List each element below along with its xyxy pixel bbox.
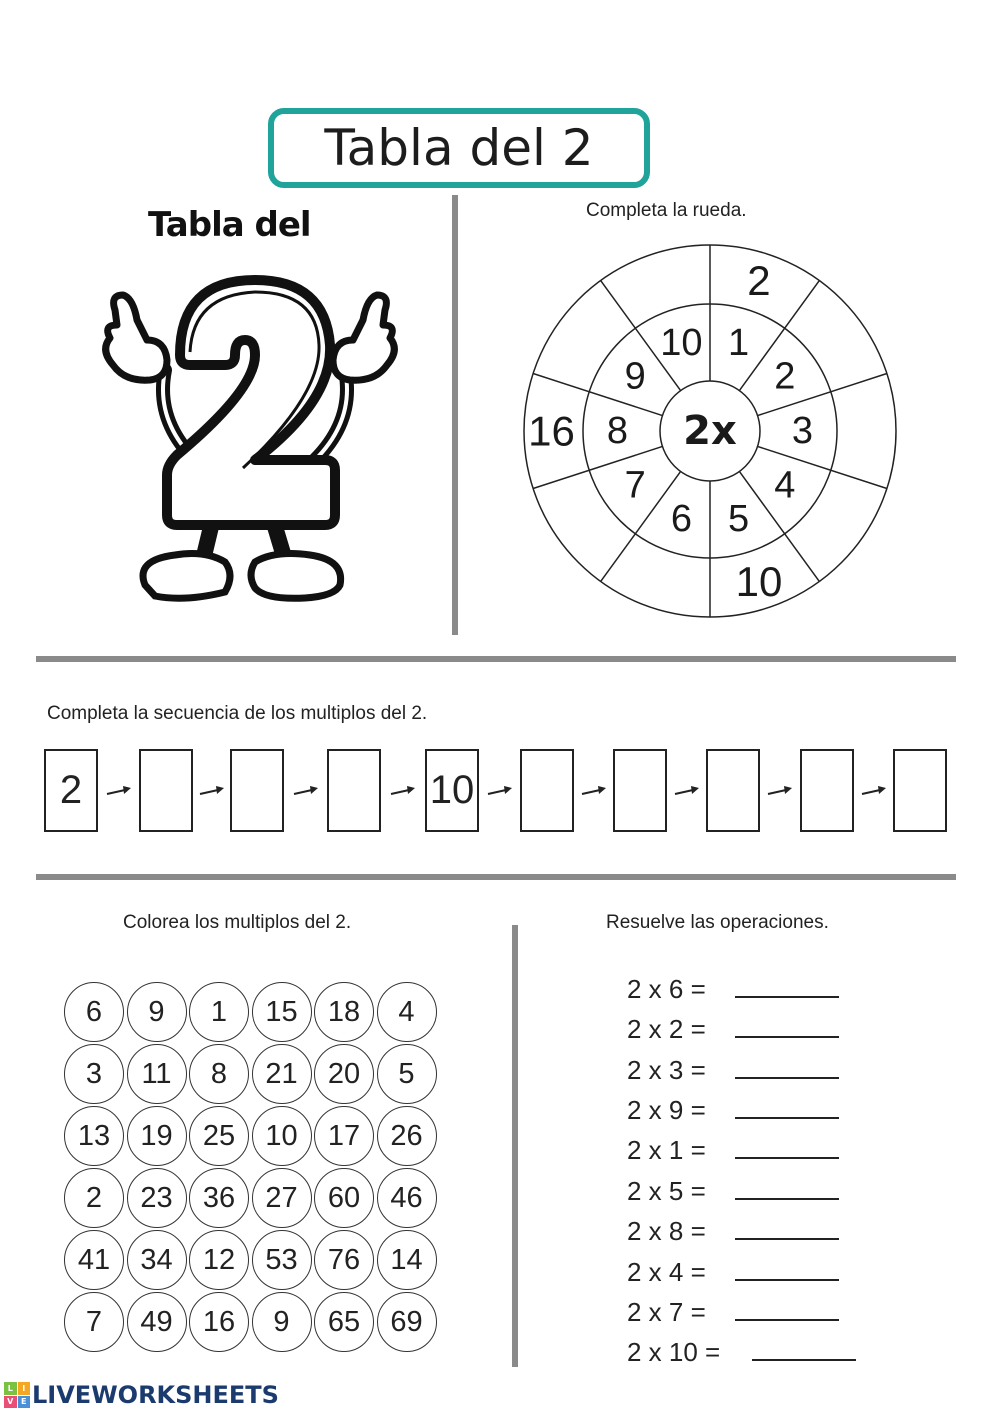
operation-row	[627, 974, 887, 1008]
sequence-box[interactable]	[327, 749, 381, 832]
wheel-inner-value: 1	[728, 322, 750, 365]
number-circle[interactable]: 17	[314, 1106, 374, 1166]
wheel-inner-value: 5	[728, 497, 750, 540]
number-circle[interactable]: 41	[64, 1230, 124, 1290]
horizontal-divider-1	[36, 656, 956, 662]
number-circle[interactable]: 26	[377, 1106, 437, 1166]
operation-row	[627, 1014, 887, 1048]
logo-letter-tile: V	[4, 1396, 17, 1409]
number-circle[interactable]: 11	[127, 1044, 187, 1104]
operation-row	[627, 1176, 887, 1210]
arrow-right-icon	[486, 784, 514, 798]
arrow-right-icon	[198, 784, 226, 798]
wheel-outer-value: 16	[528, 407, 575, 455]
wheel-outer-value: 10	[735, 558, 783, 606]
number-circle[interactable]: 18	[314, 982, 374, 1042]
sequence-box[interactable]	[139, 749, 193, 832]
number-circle[interactable]: 9	[127, 982, 187, 1042]
number-circle[interactable]: 34	[127, 1230, 187, 1290]
number-circle[interactable]: 9	[252, 1292, 312, 1352]
operation-row	[627, 1095, 887, 1129]
multiplication-wheel	[522, 243, 898, 619]
operation-expression: 2 x 3 =	[627, 1055, 706, 1085]
answer-blank[interactable]	[735, 1036, 839, 1038]
number-circle[interactable]: 19	[127, 1106, 187, 1166]
arrow-right-icon	[860, 784, 888, 798]
number-circle[interactable]: 2	[64, 1168, 124, 1228]
wheel-inner-value: 7	[624, 464, 646, 507]
arrow-right-icon	[105, 784, 133, 798]
number-circle[interactable]: 36	[189, 1168, 249, 1228]
wheel-outer-value: 2	[747, 256, 771, 304]
operation-expression: 2 x 10 =	[627, 1337, 721, 1367]
number-circle[interactable]: 13	[64, 1106, 124, 1166]
wheel-inner-value: 10	[660, 322, 703, 365]
answer-blank[interactable]	[735, 1157, 839, 1159]
number-circle[interactable]: 7	[64, 1292, 124, 1352]
answer-blank[interactable]	[735, 1198, 839, 1200]
color-grid-label: Colorea los multiplos del 2.	[123, 912, 352, 933]
number-circle[interactable]: 21	[252, 1044, 312, 1104]
sequence-box[interactable]	[706, 749, 760, 832]
operation-expression: 2 x 9 =	[627, 1095, 706, 1125]
operation-expression: 2 x 6 =	[627, 974, 706, 1004]
sequence-box[interactable]	[520, 749, 574, 832]
arrow-right-icon	[766, 784, 794, 798]
answer-blank[interactable]	[735, 1319, 839, 1321]
wheel-center: 2x	[683, 408, 737, 454]
logo-letter-tile: I	[18, 1382, 31, 1395]
wheel-inner-value: 4	[774, 464, 796, 507]
horizontal-divider-2	[36, 874, 956, 880]
number-circle[interactable]: 49	[127, 1292, 187, 1352]
number-circle[interactable]: 1	[189, 982, 249, 1042]
number-circle[interactable]: 14	[377, 1230, 437, 1290]
number-circle[interactable]: 69	[377, 1292, 437, 1352]
operation-expression: 2 x 5 =	[627, 1176, 706, 1206]
operation-row	[627, 1257, 887, 1291]
number-circle[interactable]: 46	[377, 1168, 437, 1228]
operation-expression: 2 x 8 =	[627, 1216, 706, 1246]
sequence-label: Completa la secuencia de los multiplos del 2.	[47, 703, 428, 724]
wheel-inner-value: 2	[774, 355, 796, 398]
sequence-box: 2	[44, 749, 98, 832]
sequence-box: 10	[425, 749, 479, 832]
logo-letter-tile: L	[4, 1382, 17, 1395]
number-circle[interactable]: 12	[189, 1230, 249, 1290]
wheel-inner-value: 6	[670, 497, 692, 540]
arrow-right-icon	[389, 784, 417, 798]
wheel-inner-value: 8	[606, 410, 629, 452]
number-circle[interactable]: 16	[189, 1292, 249, 1352]
operation-expression: 2 x 7 =	[627, 1297, 706, 1327]
number-circle[interactable]: 65	[314, 1292, 374, 1352]
operation-expression: 2 x 4 =	[627, 1257, 706, 1287]
sequence-box[interactable]	[230, 749, 284, 832]
logo-letter-tile: E	[18, 1396, 31, 1409]
number-circle[interactable]: 76	[314, 1230, 374, 1290]
operation-row	[627, 1135, 887, 1169]
wheel-inner-value: 3	[791, 410, 814, 452]
sequence-box[interactable]	[893, 749, 947, 832]
arrow-right-icon	[292, 784, 320, 798]
number-circle[interactable]: 6	[64, 982, 124, 1042]
operation-row	[627, 1297, 887, 1331]
number-circle[interactable]: 3	[64, 1044, 124, 1104]
number-circle[interactable]: 60	[314, 1168, 374, 1228]
number-circle[interactable]: 53	[252, 1230, 312, 1290]
number-circle[interactable]: 8	[189, 1044, 249, 1104]
number-circle[interactable]: 5	[377, 1044, 437, 1104]
logo-grid-icon	[4, 1382, 30, 1408]
arrow-right-icon	[580, 784, 608, 798]
liveworksheets-logo	[4, 1381, 279, 1409]
logo-text: LIVEWORKSHEETS	[32, 1381, 279, 1409]
answer-blank[interactable]	[735, 1117, 839, 1119]
number-circle[interactable]: 23	[127, 1168, 187, 1228]
answer-blank[interactable]	[735, 1279, 839, 1281]
page-title: Tabla del 2	[268, 108, 650, 188]
vertical-divider-bottom	[512, 925, 518, 1367]
answer-blank[interactable]	[735, 1077, 839, 1079]
answer-blank[interactable]	[752, 1359, 856, 1361]
vertical-divider-top	[452, 195, 458, 635]
answer-blank[interactable]	[735, 996, 839, 998]
cartoon-number-two-icon	[95, 270, 405, 610]
wheel-inner-value: 9	[624, 355, 646, 398]
number-circle[interactable]: 10	[252, 1106, 312, 1166]
operation-row	[627, 1055, 887, 1089]
number-circle[interactable]: 4	[377, 982, 437, 1042]
operation-row	[627, 1216, 887, 1250]
operation-row	[627, 1337, 887, 1371]
number-circle[interactable]: 15	[252, 982, 312, 1042]
arrow-right-icon	[673, 784, 701, 798]
number-circle[interactable]: 20	[314, 1044, 374, 1104]
wheel-label: Completa la rueda.	[586, 200, 747, 221]
answer-blank[interactable]	[735, 1238, 839, 1240]
number-circle[interactable]: 25	[189, 1106, 249, 1166]
operations-label: Resuelve las operaciones.	[606, 912, 829, 933]
number-circle[interactable]: 27	[252, 1168, 312, 1228]
operation-expression: 2 x 1 =	[627, 1135, 706, 1165]
sequence-box[interactable]	[800, 749, 854, 832]
operation-expression: 2 x 2 =	[627, 1014, 706, 1044]
mascot-title: Tabla del	[148, 205, 311, 245]
sequence-box[interactable]	[613, 749, 667, 832]
